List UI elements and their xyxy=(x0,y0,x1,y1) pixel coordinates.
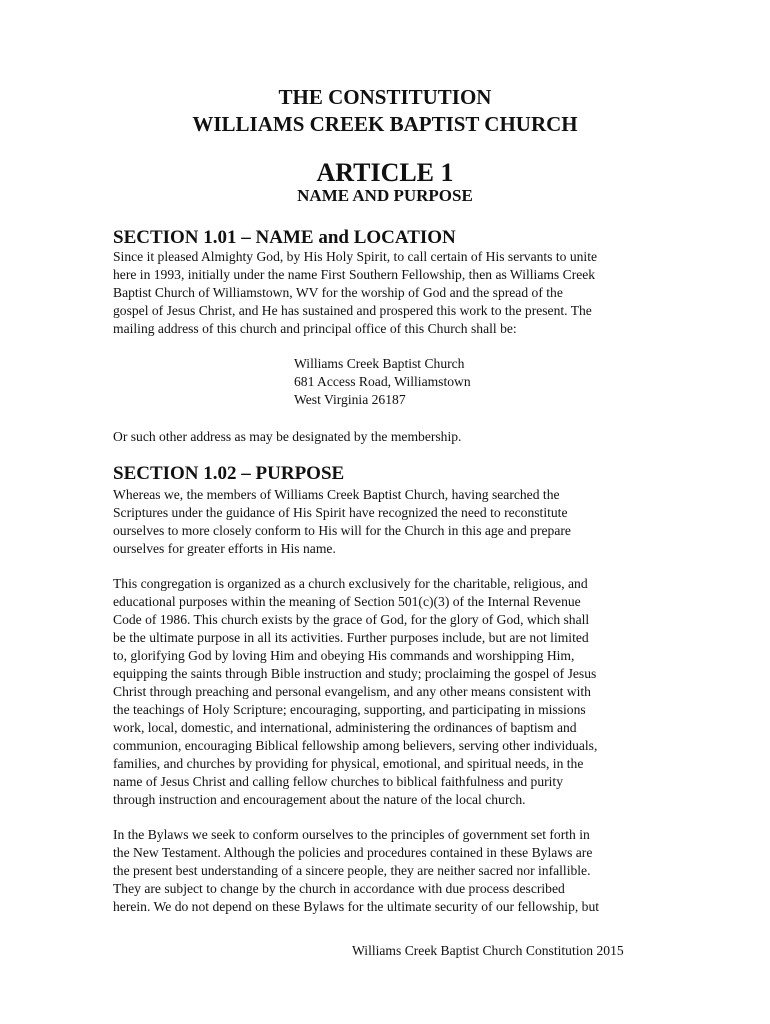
text-line: Or such other address as may be designated by the membership. xyxy=(113,429,462,444)
text-line: mailing address of this church and principal office of this Church shall be: xyxy=(113,321,517,336)
address-line: Williams Creek Baptist Church xyxy=(294,356,465,371)
text-line: Christ through preaching and personal evangelism, and any other means consistent with xyxy=(113,684,591,699)
title-line-1: THE CONSTITUTION xyxy=(278,85,492,109)
text-line: communion, encouraging Biblical fellowship among believers, serving other individuals, xyxy=(113,738,598,753)
mailing-address xyxy=(294,355,471,409)
title-line-2: WILLIAMS CREEK BAPTIST CHURCH xyxy=(192,112,578,136)
text-line: the New Testament. Although the policies and procedures contained in these Bylaws are xyxy=(113,845,593,860)
section-102-heading: SECTION 1.02 – PURPOSE xyxy=(113,463,345,484)
text-line: to, glorifying God by loving Him and obeying His commands and worshipping Him, xyxy=(113,648,575,663)
text-line: Whereas we, the members of Williams Creek Baptist Church, having searched the xyxy=(113,487,560,502)
text-line: Scriptures under the guidance of His Spirit have recognized the need to reconstitute xyxy=(113,505,568,520)
text-line: Code of 1986. This church exists by the grace of God, for the glory of God, which shall xyxy=(113,612,590,627)
section-101-closing xyxy=(113,428,659,446)
text-line: equipping the saints through Bible instruction and study; proclaiming the gospel of Jesus xyxy=(113,666,597,681)
text-line: the present best understanding of a sincere people, they are neither sacred nor infallible. xyxy=(113,863,591,878)
section-102-paragraph-1 xyxy=(113,486,659,558)
text-line: name of Jesus Christ and calling fellow churches to biblical faithfulness and purity xyxy=(113,774,563,789)
text-line: here in 1993, initially under the name First Southern Fellowship, then as Williams Creek xyxy=(113,267,596,282)
document-title xyxy=(0,84,770,138)
text-line: herein. We do not depend on these Bylaws for the ultimate security of our fellowship, but xyxy=(113,899,600,914)
text-line: work, local, domestic, and international, administering the ordinances of baptism and xyxy=(113,720,577,735)
address-line: 681 Access Road, Williamstown xyxy=(294,374,471,389)
section-102-paragraph-3 xyxy=(113,826,659,916)
text-line: the teachings of Holy Scripture; encouraging, supporting, and participating in missions xyxy=(113,702,586,717)
text-line: In the Bylaws we seek to conform ourselves to the principles of government set forth in xyxy=(113,827,590,842)
page-footer: Williams Creek Baptist Church Constitution 2015 xyxy=(352,943,624,958)
text-line: families, and churches by providing for physical, emotional, and spiritual needs, in the xyxy=(113,756,584,771)
text-line: Baptist Church of Williamstown, WV for the worship of God and the spread of the xyxy=(113,285,563,300)
section-101-heading: SECTION 1.01 – NAME and LOCATION xyxy=(113,227,456,248)
text-line: through instruction and encouragement about the nature of the local church. xyxy=(113,792,526,807)
article-heading: ARTICLE 1 xyxy=(316,158,454,187)
text-line: be the ultimate purpose in all its activities. Further purposes include, but are not limited xyxy=(113,630,589,645)
text-line: educational purposes within the meaning of Section 501(c)(3) of the Internal Revenue xyxy=(113,594,581,609)
text-line: Since it pleased Almighty God, by His Holy Spirit, to call certain of His servants to unite xyxy=(113,249,598,264)
text-line: ourselves to more closely conform to His will for the Church in this age and prepare xyxy=(113,523,571,538)
address-line: West Virginia 26187 xyxy=(294,392,406,407)
text-line: This congregation is organized as a church exclusively for the charitable, religious, and xyxy=(113,576,588,591)
article-subtitle: NAME AND PURPOSE xyxy=(297,186,473,205)
section-101-body xyxy=(113,248,659,338)
text-line: gospel of Jesus Christ, and He has sustained and prospered this work to the present. The xyxy=(113,303,592,318)
section-102-paragraph-2 xyxy=(113,575,659,809)
text-line: They are subject to change by the church in accordance with due process described xyxy=(113,881,565,896)
text-line: ourselves for greater efforts in His name. xyxy=(113,541,336,556)
